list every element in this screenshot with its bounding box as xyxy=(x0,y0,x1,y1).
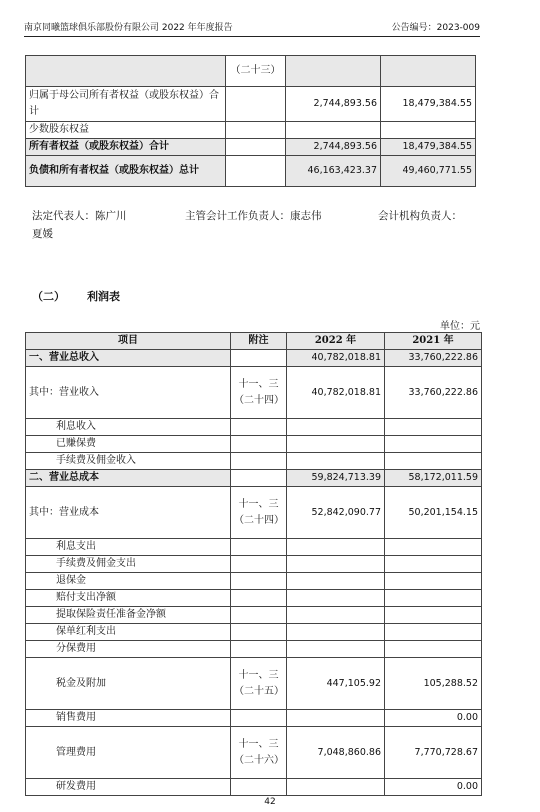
table-row xyxy=(26,470,482,487)
note-cell xyxy=(231,419,287,436)
note-cell xyxy=(231,573,287,590)
item-label: 手续费及佣金支出 xyxy=(26,556,231,573)
value-2021 xyxy=(381,122,476,139)
note-cell xyxy=(226,156,286,187)
value-2021 xyxy=(385,590,482,607)
item-label: 税金及附加 xyxy=(26,658,231,710)
accounting-org-head: 会计机构负责人： xyxy=(378,210,462,222)
value-2022 xyxy=(287,419,385,436)
header-2021: 2021 年 xyxy=(385,333,482,350)
value-2022 xyxy=(287,436,385,453)
table-row xyxy=(26,641,482,658)
page-header xyxy=(24,14,480,37)
item-label: 其中：营业收入 xyxy=(26,367,231,419)
value-2021: 18,479,384.55 xyxy=(381,87,476,122)
value-2021 xyxy=(385,556,482,573)
table-row xyxy=(26,607,482,624)
value-2021 xyxy=(385,453,482,470)
item-label: 一、营业总收入 xyxy=(26,350,231,367)
item-label: 提取保险责任准备金净额 xyxy=(26,607,231,624)
table-row xyxy=(26,419,482,436)
value-2021: 33,760,222.86 xyxy=(385,350,482,367)
value-2022 xyxy=(287,710,385,727)
header-2022: 2022 年 xyxy=(287,333,385,350)
item-label: 赔付支出净额 xyxy=(26,590,231,607)
note-cell xyxy=(231,470,287,487)
note-cell: 十一、三（二十四） xyxy=(231,487,287,539)
page-number: 42 xyxy=(264,797,276,807)
value-2022: 7,048,860.86 xyxy=(287,727,385,779)
value-2021 xyxy=(381,56,476,87)
table-row xyxy=(26,436,482,453)
value-2022: 40,782,018.81 xyxy=(287,367,385,419)
note-cell xyxy=(231,556,287,573)
item-label: 保单红利支出 xyxy=(26,624,231,641)
item-label: 管理费用 xyxy=(26,727,231,779)
item-label xyxy=(26,56,226,87)
value-2021 xyxy=(385,436,482,453)
value-2022: 2,744,893.56 xyxy=(286,87,381,122)
value-2021: 105,288.52 xyxy=(385,658,482,710)
value-2022 xyxy=(286,122,381,139)
note-cell xyxy=(231,350,287,367)
table-row xyxy=(26,727,482,779)
value-2022 xyxy=(287,607,385,624)
item-label: 其中：营业成本 xyxy=(26,487,231,539)
value-2021: 18,479,384.55 xyxy=(381,139,476,156)
table-row xyxy=(26,710,482,727)
note-cell xyxy=(231,539,287,556)
value-2022 xyxy=(286,56,381,87)
note-cell xyxy=(231,624,287,641)
income-statement-table xyxy=(25,332,482,796)
table-row xyxy=(26,573,482,590)
section-title: 利润表 xyxy=(87,290,120,303)
table-row xyxy=(26,350,482,367)
value-2021 xyxy=(385,573,482,590)
table-row xyxy=(26,453,482,470)
item-label: 手续费及佣金收入 xyxy=(26,453,231,470)
legal-representative xyxy=(32,207,127,243)
note-cell xyxy=(231,453,287,470)
value-2021: 49,460,771.55 xyxy=(381,156,476,187)
value-2021: 0.00 xyxy=(385,779,482,796)
value-2021: 33,760,222.86 xyxy=(385,367,482,419)
item-label: 二、营业总成本 xyxy=(26,470,231,487)
value-2022 xyxy=(287,624,385,641)
legal-rep-label: 法定代表人：陈广川 xyxy=(32,210,127,222)
note-cell xyxy=(226,122,286,139)
value-2022 xyxy=(287,573,385,590)
item-label: 所有者权益（或股东权益）合计 xyxy=(26,139,226,156)
value-2021 xyxy=(385,624,482,641)
value-2022 xyxy=(287,556,385,573)
value-2021: 50,201,154.15 xyxy=(385,487,482,539)
note-cell xyxy=(231,607,287,624)
section-heading xyxy=(32,288,120,304)
table-row xyxy=(26,779,482,796)
table-row xyxy=(26,590,482,607)
item-label: 归属于母公司所有者权益（或股东权益）合计 xyxy=(26,87,226,122)
value-2021 xyxy=(385,539,482,556)
value-2022: 40,782,018.81 xyxy=(287,350,385,367)
value-2022 xyxy=(287,641,385,658)
note-cell: 十一、三（二十四） xyxy=(231,367,287,419)
section-number: （二） xyxy=(32,290,65,303)
value-2021: 0.00 xyxy=(385,710,482,727)
note-cell xyxy=(231,641,287,658)
value-2022 xyxy=(287,453,385,470)
table-row xyxy=(26,539,482,556)
item-label: 研发费用 xyxy=(26,779,231,796)
value-2022 xyxy=(287,539,385,556)
item-label: 已赚保费 xyxy=(26,436,231,453)
note-cell xyxy=(226,139,286,156)
header-note: 附注 xyxy=(231,333,287,350)
value-2022: 46,163,423.37 xyxy=(286,156,381,187)
accounting-head: 主管会计工作负责人：康志伟 xyxy=(185,210,322,222)
value-2022 xyxy=(287,590,385,607)
value-2021: 58,172,011.59 xyxy=(385,470,482,487)
table-row xyxy=(26,122,476,139)
value-2021 xyxy=(385,641,482,658)
table-row xyxy=(26,624,482,641)
value-2021: 7,770,728.67 xyxy=(385,727,482,779)
note-cell xyxy=(226,87,286,122)
note-cell: （二十三） xyxy=(226,56,286,87)
item-label: 利息收入 xyxy=(26,419,231,436)
balance-sheet-tail-table xyxy=(25,55,476,187)
value-2022: 52,842,090.77 xyxy=(287,487,385,539)
value-2021 xyxy=(385,419,482,436)
table-row xyxy=(26,487,482,539)
legal-rep-continuation: 夏媛 xyxy=(32,228,53,240)
note-cell xyxy=(231,590,287,607)
header-item: 项目 xyxy=(26,333,231,350)
value-2022: 447,105.92 xyxy=(287,658,385,710)
note-cell: 十一、三（二十六） xyxy=(231,727,287,779)
value-2021 xyxy=(385,607,482,624)
item-label: 分保费用 xyxy=(26,641,231,658)
note-cell xyxy=(231,710,287,727)
note-cell xyxy=(231,436,287,453)
announcement-number: 公告编号：2023-009 xyxy=(391,23,480,33)
note-cell: 十一、三（二十五） xyxy=(231,658,287,710)
value-2022: 59,824,713.39 xyxy=(287,470,385,487)
currency-unit: 单位：元 xyxy=(440,321,480,332)
table-header-row xyxy=(26,333,482,350)
table-row xyxy=(26,139,476,156)
item-label: 少数股东权益 xyxy=(26,122,226,139)
value-2022: 2,744,893.56 xyxy=(286,139,381,156)
item-label: 退保金 xyxy=(26,573,231,590)
table-row xyxy=(26,367,482,419)
table-row xyxy=(26,56,476,87)
table-row xyxy=(26,87,476,122)
company-report-title: 南京同曦篮球俱乐部股份有限公司 2022 年年度报告 xyxy=(24,23,233,33)
table-row xyxy=(26,156,476,187)
table-row xyxy=(26,556,482,573)
item-label: 利息支出 xyxy=(26,539,231,556)
item-label: 销售费用 xyxy=(26,710,231,727)
value-2022 xyxy=(287,779,385,796)
note-cell xyxy=(231,779,287,796)
item-label: 负债和所有者权益（或股东权益）总计 xyxy=(26,156,226,187)
table-row xyxy=(26,658,482,710)
